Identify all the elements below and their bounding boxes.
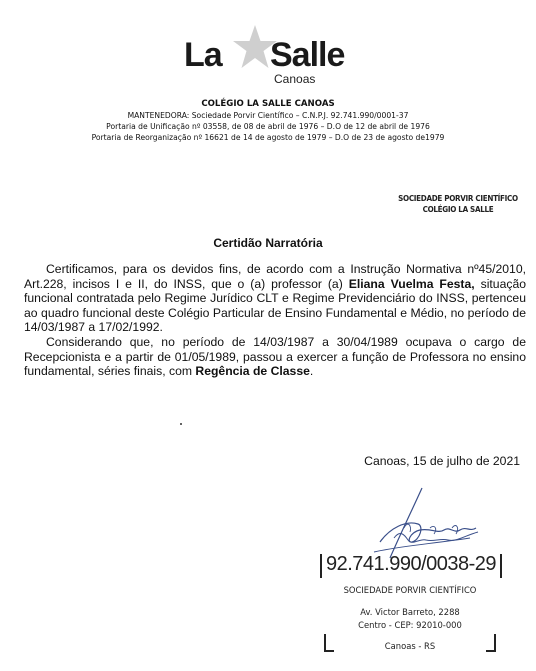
issue-date: Canoas, 15 de julho de 2021: [364, 454, 520, 468]
cnpj-stamp: [320, 554, 502, 578]
stamp-address: Av. Victor Barreto, 2288: [360, 607, 460, 617]
stamp-bracket-left: [324, 634, 334, 652]
paragraph-2-end: .: [309, 364, 314, 379]
logo-subtitle: Canoas: [274, 72, 316, 86]
stamp-org-name: SOCIEDADE PORVIR CIENTÍFICO: [398, 194, 518, 203]
stamp-city: Canoas - RS: [384, 641, 436, 651]
logo-text-la: La: [184, 36, 222, 74]
logo-text-salle: Salle: [270, 36, 345, 74]
stamp-district-cep: Centro - CEP: 92010-000: [358, 620, 462, 630]
class-regency: Regência de Classe: [195, 364, 310, 379]
document-body: [24, 262, 526, 379]
stamp-bracket-right: [486, 634, 496, 652]
header-maintainer-line: MANTENEDORA: Sociedade Porvir Científico – C.N.P.J. 92.741.990/0001-37: [127, 111, 409, 120]
stamp-bottom-org: SOCIEDADE PORVIR CIENTÍFICO: [343, 585, 477, 595]
cnpj-number: 92.741.990/0038-29: [325, 553, 497, 575]
header-unification-line: Portaria de Unificação nº 03558, de 08 de abril de 1976 – D.O de 12 de abril de 1976: [106, 122, 430, 131]
school-name: COLÉGIO LA SALLE CANOAS: [201, 99, 335, 109]
institution-stamp: [380, 193, 536, 215]
speck: [180, 423, 182, 425]
paragraph-1-text-b: situação funcional contratada pelo Regime Jurídico CLT e Regime Previdenciário do INSS, pertenceu ao quadro funcional deste Colégio Particular de Ensino Fundamental e Médio, no período de 14/03/1987 a 17/02/1992.: [24, 276, 526, 335]
paragraph-2: [24, 335, 526, 379]
stamp-school-name: COLÉGIO LA SALLE: [422, 205, 494, 214]
paragraph-2-text-a: Considerando que, no período de 14/03/1987 a 30/04/1989 ocupava o cargo de Recepcionista e a partir de 01/05/1989, passou a exercer a função de Professora no ensino fundamental, séries finais, com: [24, 334, 526, 379]
paragraph-1-text-a: Certificamos, para os devidos fins, de acordo com a Instrução Normativa nº45/2010, Art.228, incisos I e II, do INSS, que o (a) professor (a): [24, 262, 526, 291]
paragraph-1: [24, 262, 526, 335]
la-salle-logo: [178, 24, 358, 88]
document-title: Certidão Narratória: [213, 236, 323, 250]
header-reorganization-line: Portaria de Reorganização nº 16621 de 14 de agosto de 1979 – D.O de 23 de agosto de1979: [91, 133, 445, 142]
teacher-name: Eliana Vuelma Festa,: [348, 276, 475, 291]
